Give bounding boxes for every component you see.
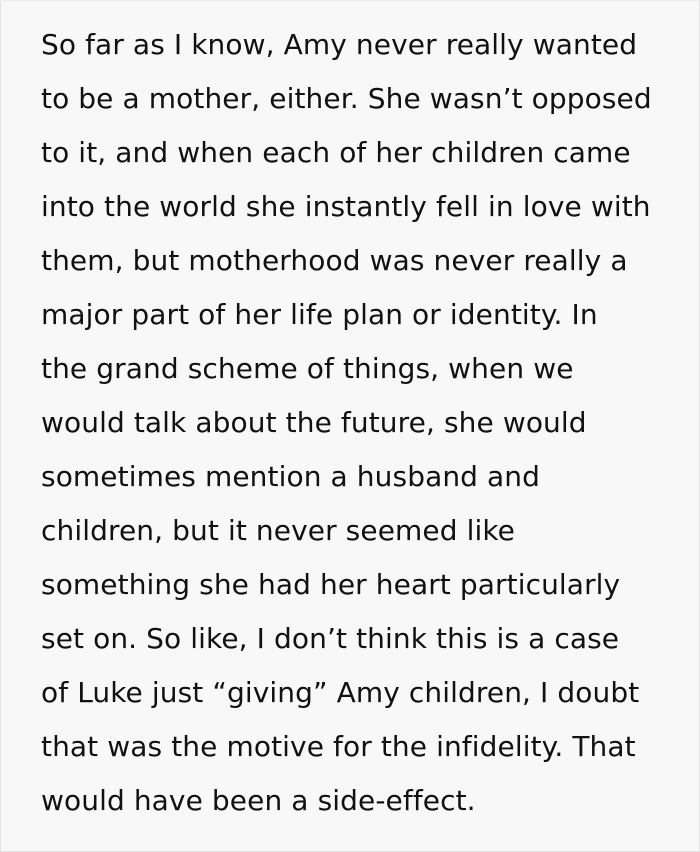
quote-line: set on. So like, I don’t think this is a case xyxy=(41,622,620,655)
quote-line: the grand scheme of things, when we xyxy=(41,352,574,385)
quote-line: something she had her heart particularly xyxy=(41,568,621,601)
quote-line: sometimes mention a husband and xyxy=(41,460,541,493)
quote-line: So far as I know, Amy never really wanted xyxy=(41,28,638,61)
quote-paragraph xyxy=(41,18,671,828)
quote-line: to be a mother, either. She wasn’t opposed xyxy=(41,82,652,115)
quote-line: would talk about the future, she would xyxy=(41,406,587,439)
quote-line: major part of her life plan or identity. In xyxy=(41,298,598,331)
quote-line: them, but motherhood was never really a xyxy=(41,244,628,277)
quote-line: children, but it never seemed like xyxy=(41,514,515,547)
quote-line: of Luke just “giving” Amy children, I doubt xyxy=(41,676,640,709)
quote-line: would have been a side-effect. xyxy=(41,784,476,817)
quote-line: to it, and when each of her children came xyxy=(41,136,631,169)
quote-line: into the world she instantly fell in love with xyxy=(41,190,651,223)
quote-line: that was the motive for the infidelity. That xyxy=(41,730,636,763)
